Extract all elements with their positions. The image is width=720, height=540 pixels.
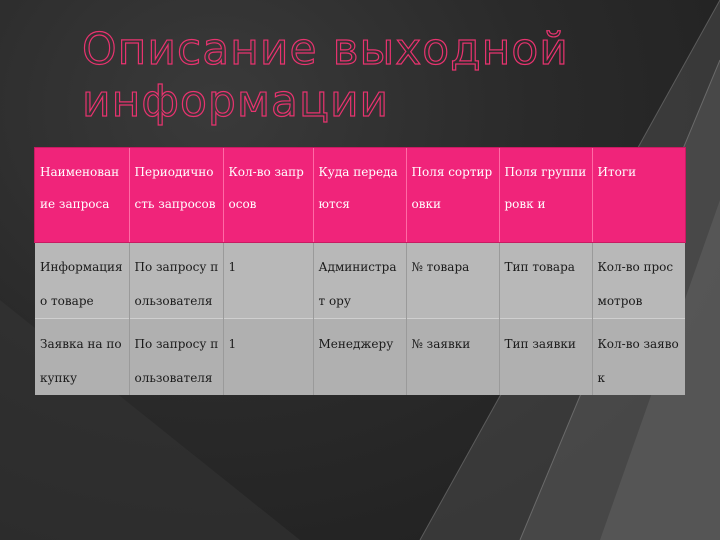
header-cell-name: Наименован ие запроса — [35, 148, 129, 242]
table-cell: По запросу пользователя — [129, 319, 223, 396]
table-cell: 1 — [223, 319, 313, 396]
table-header-row — [35, 148, 685, 242]
table-cell: Тип товара — [499, 242, 592, 319]
table-cell: Тип заявки — [499, 319, 592, 396]
table-cell: Заявка на покупку — [35, 319, 129, 396]
table-row — [35, 242, 685, 319]
table-cell: 1 — [223, 242, 313, 319]
slide-title-line-1: Описание выходной — [82, 24, 569, 75]
header-cell-count: Кол-во запросов — [223, 148, 313, 242]
header-cell-sort-fields: Поля сортировки — [406, 148, 499, 242]
table-cell: Кол-во просмотров — [592, 242, 685, 319]
table-cell: № товара — [406, 242, 499, 319]
table-cell: По запросу пользователя — [129, 242, 223, 319]
table-cell: Администрат ору — [313, 242, 406, 319]
table-cell: Информация о товаре — [35, 242, 129, 319]
slide-title-line-2: информации — [82, 76, 390, 127]
table-cell: № заявки — [406, 319, 499, 396]
header-cell-totals: Итоги — [592, 148, 685, 242]
output-info-table — [35, 148, 685, 395]
header-cell-destination: Куда передаются — [313, 148, 406, 242]
header-cell-group-fields: Поля группировк и — [499, 148, 592, 242]
header-cell-periodicity: Периодично сть запросов — [129, 148, 223, 242]
table-cell: Менеджеру — [313, 319, 406, 396]
slide-title — [82, 24, 682, 128]
table-cell: Кол-во заявок — [592, 319, 685, 396]
table-row — [35, 319, 685, 396]
